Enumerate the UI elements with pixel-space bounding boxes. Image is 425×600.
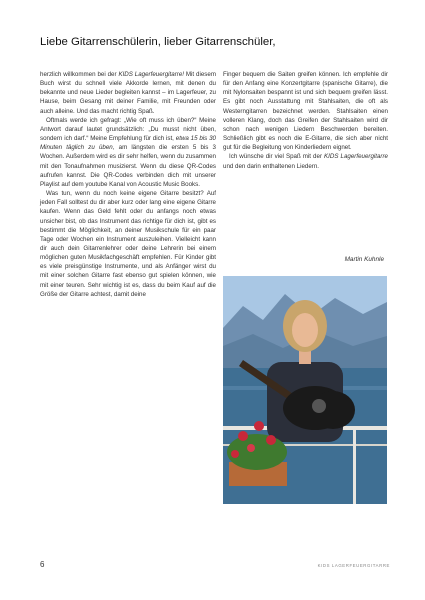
photo-flower-1 [238, 431, 248, 441]
page-heading: Liebe Gitarrenschülerin, lieber Gitarrenschüler, [40, 36, 276, 48]
photo-flower-5 [231, 450, 239, 458]
practice-recommendation: etwa 15 bis 30 Minuten täglich zu üben, [40, 135, 216, 152]
closing-paragraph [223, 152, 388, 170]
practice-paragraph [40, 116, 216, 189]
left-text-column [40, 70, 216, 299]
photo-railing-post [353, 426, 356, 504]
author-photo [223, 276, 387, 504]
intro-text-end: Mit diesem Buch wirst du schnell viele Akkorde lernen, mit denen du bekannte und neue Lieder begleiten kannst – im Lagerfeuer, zu Hause, beim Gesang mit deiner Familie, mit Freunden oder auch alleine. Und das macht richtig Spaß. [40, 71, 216, 115]
page-footer: KIDS LAGERFEUERGITARRE [317, 563, 390, 568]
book-title-mention: KIDS Lagerfeuergitarre! [118, 71, 184, 78]
guitar-types-paragraph: Finger bequem die Saiten greifen können. Ich empfehle dir für den Anfang eine Konzertgitarre (spanische Gitarre), die mit Nylonsaiten bespannt ist und sich bequem greifen lässt. Es gibt noch Ausstattung mit Stahlsaiten, die oft als Westerngitarren bezeichnet werden. Stahlsaiten einen volleren Klang, doch das Greifen der Stahlsaiten wird dir schon nach wenigen Liedern Beschwerden bereiten. Schließlich gibt es noch die E-Gitarre, die sich aber nicht gut für die Begleitung von Kinderliedern eignet. [223, 71, 388, 152]
page-number: 6 [40, 560, 45, 569]
practice-text-start: Oftmals werde ich gefragt: „Wie oft muss ich üben?“ Meine Antwort darauf lautet grundsätzlich: „Du musst nicht üben, sondern ich darf.“ Meine Empfehlung für dich ist, [40, 116, 216, 143]
author-photo-illustration [223, 276, 387, 504]
author-signature: Martin Kuhnle [344, 256, 384, 263]
closing-text-end: und den darin enthaltenen Liedern. [223, 162, 319, 170]
photo-flower-4 [247, 444, 255, 452]
book-title-mention-2: KIDS Lagerfeuergitarre [324, 153, 388, 161]
practice-text-end: am längsten die ersten 5 bis 3 Wochen. Außerdem wird es dir sehr helfen, wenn du zusammen mit den Tonaufnahmen musizierst. Wenn du diese QR-Codes aufrufen kannst. Die QR-Codes verbinden dich mit unserer Playlist auf dem youtube Kanal von Acoustic Music Books. [40, 144, 216, 188]
closing-text-start: Ich wünsche dir viel Spaß mit der [229, 153, 325, 161]
photo-flower-3 [266, 435, 276, 445]
guitar-purchase-paragraph: Was tun, wenn du noch keine eigene Gitarre besitzt? Auf jeden Fall solltest du dir aber kurz oder lang eine eigene Gitarre kaufen. Wenn das Geld fehlt oder du anfangs noch etwas unsicher bist, ob das Instrument das richtige für dich ist, gibt es bestimmt die Möglichkeit, an deiner Musikschule für ein paar Tage oder Wochen ein Instrument auszuleihen. Vielleicht kann dir auch dein Gitarrenlehrer oder deine Lehrerin bei einem möglichen guten Musikfachgeschäft empfehlen. Für Kinder gibt es viele preisgünstige Instrumente, und als Anfänger wirst du mit einer solchen Gitarre fast ebenso gut spielen können, wie mit einer teuren. Sehr wichtig ist es, dass du beim Kauf auf die Größe der Gitarre achtest, damit deine [40, 190, 216, 298]
intro-text-start: herzlich willkommen bei der [40, 71, 119, 78]
photo-face [292, 313, 318, 347]
intro-paragraph [40, 70, 216, 116]
photo-flower-2 [254, 421, 264, 431]
right-text-column [223, 70, 388, 171]
photo-guitar-soundhole [312, 399, 326, 413]
